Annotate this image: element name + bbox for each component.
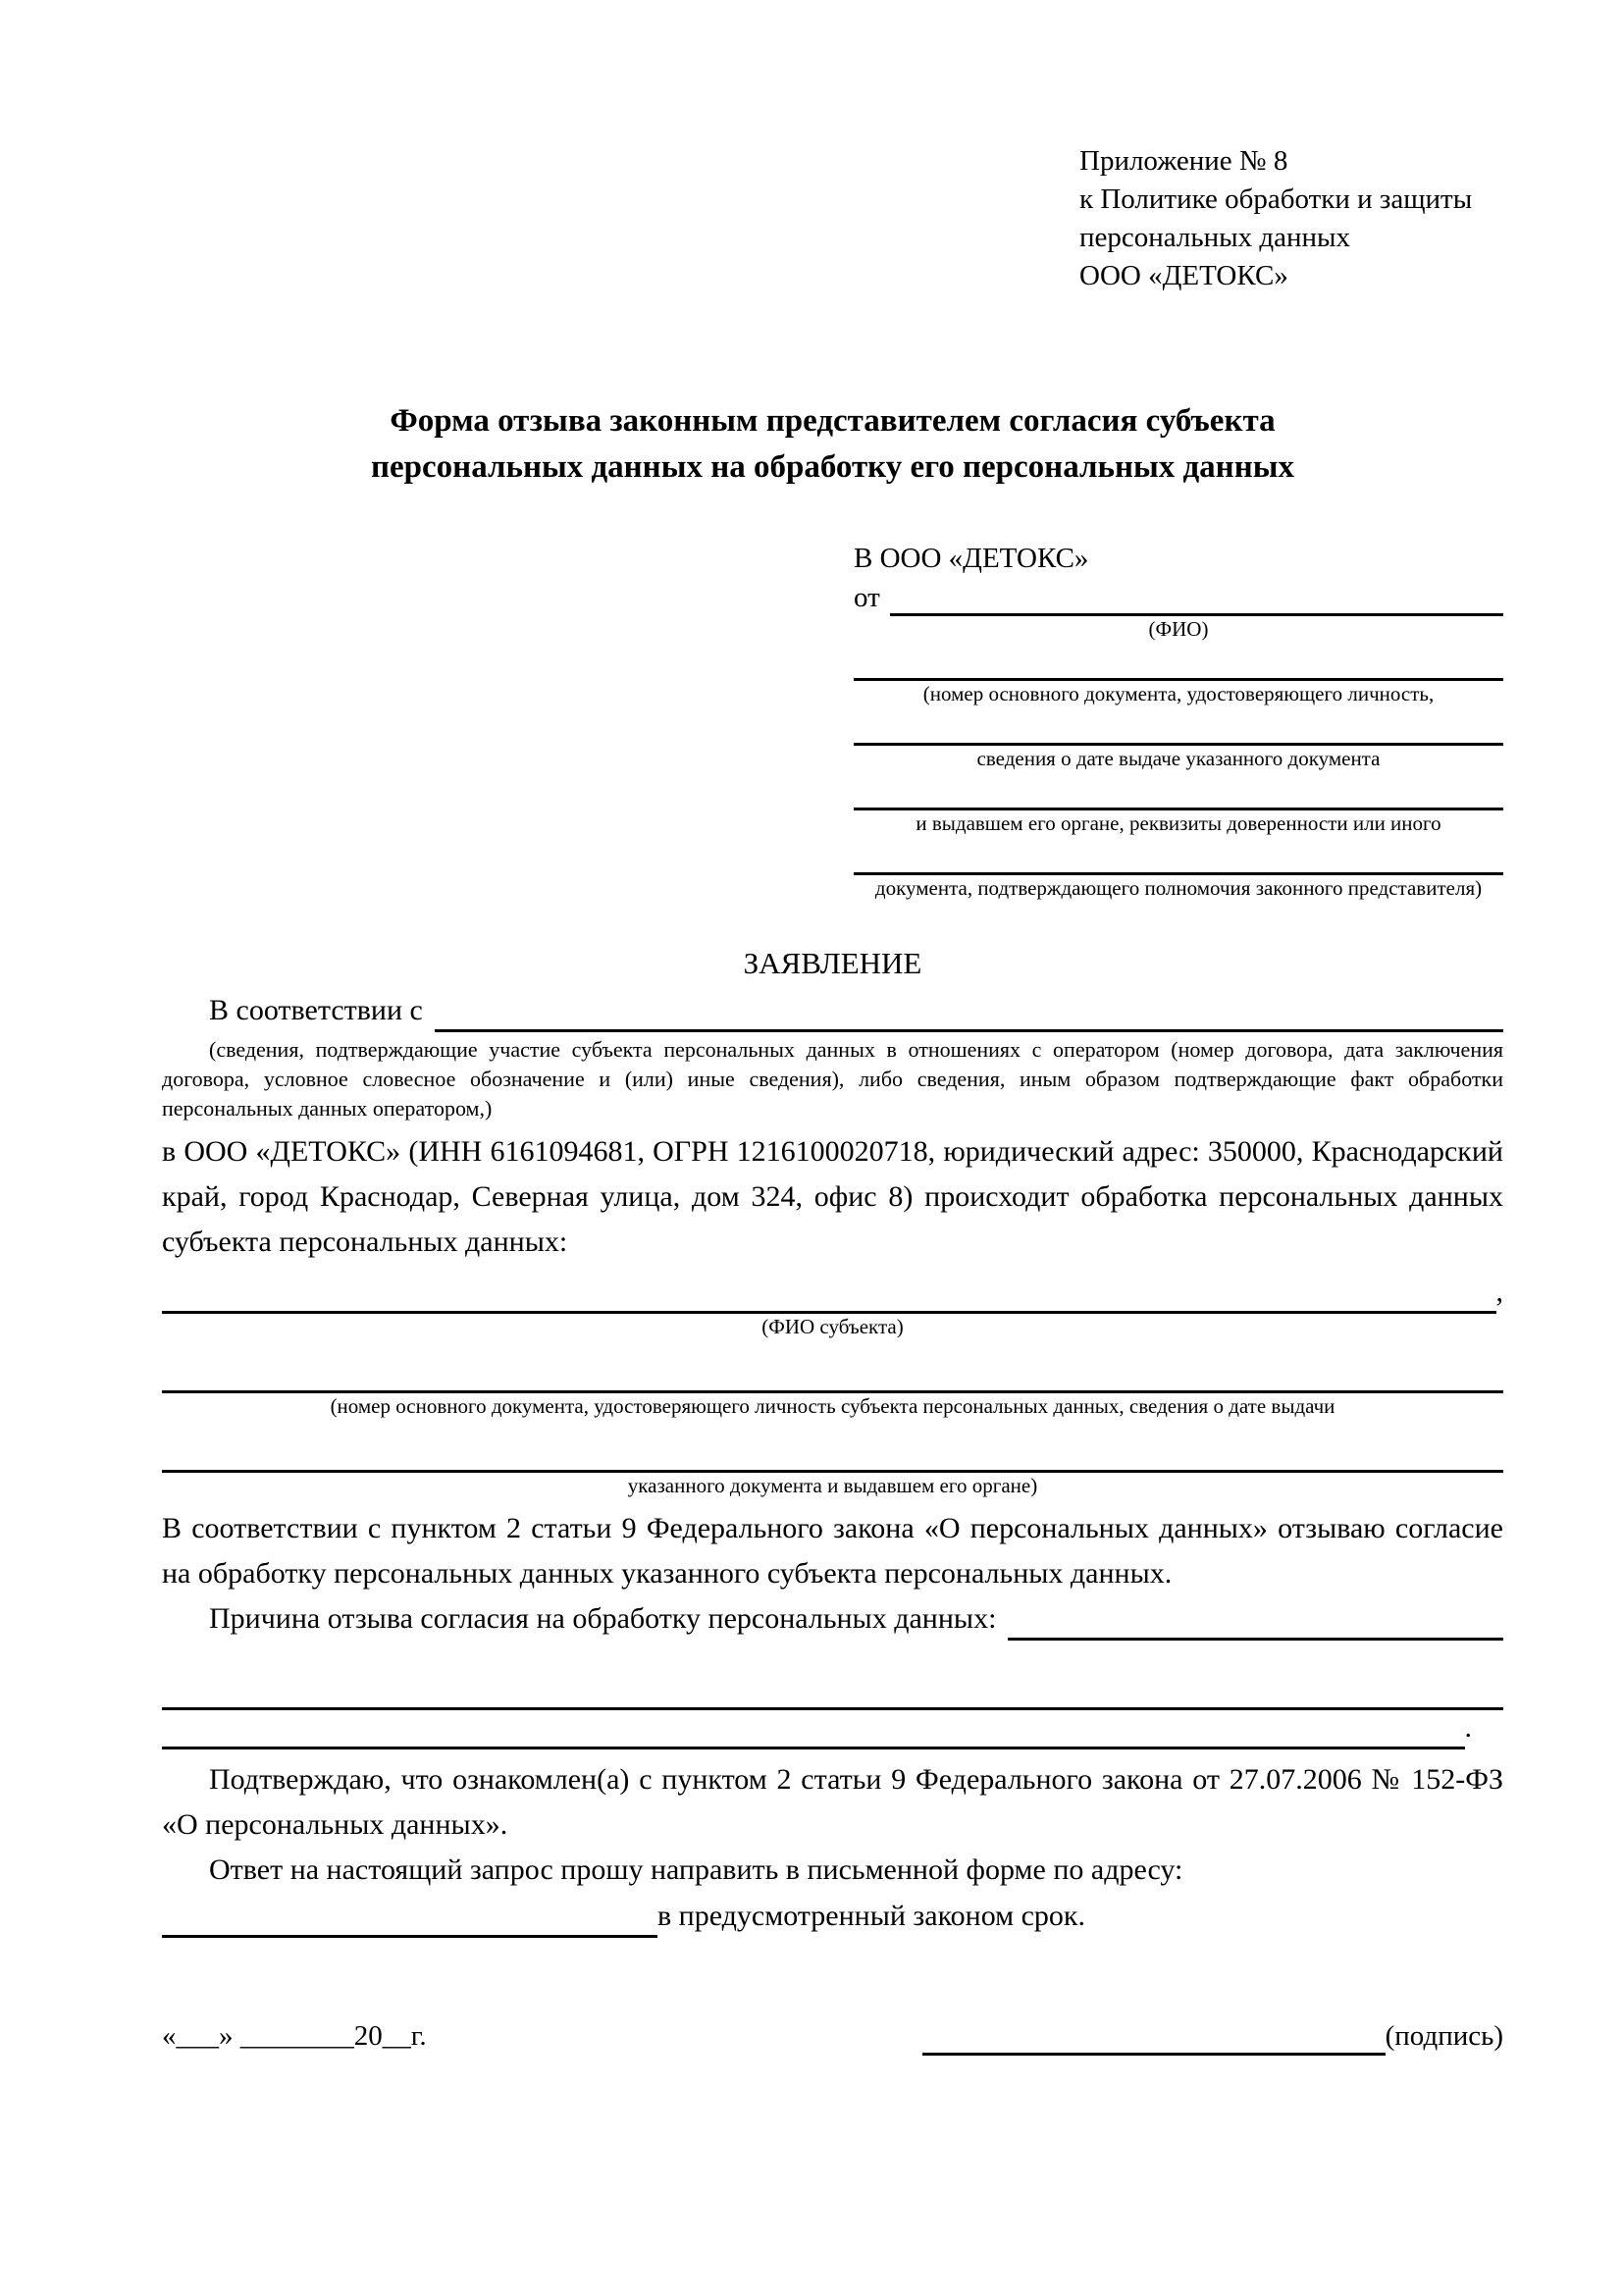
withdrawal-paragraph: В соответствии с пунктом 2 статьи 9 Федерального закона «О персональных данных» отзываю согласие на обработку персональных данных указанного субъекта персональных данных. <box>162 1512 1503 1590</box>
subject-fio-field <box>162 1273 1503 1314</box>
appendix-line: к Политике обработки и защиты <box>1079 183 1473 215</box>
subject-doc-line-1 <box>162 1353 1503 1393</box>
reason-blank-line-1 <box>1008 1638 1503 1641</box>
subject-fio-caption: (ФИО субъекта) <box>761 1315 904 1338</box>
response-paragraph: Ответ на настоящий запрос прошу направить в письменной форме по адресу: <box>209 1853 1183 1886</box>
signature-caption: (подпись) <box>1385 2020 1503 2052</box>
address-field <box>162 1893 1503 1938</box>
representative-doc-caption-3: и выдавшем его органе, реквизиты доверенности или иного <box>916 811 1441 835</box>
representative-doc-line-2 <box>854 707 1503 746</box>
from-label: от <box>854 582 880 613</box>
basis-label: В соответствии с <box>209 994 423 1026</box>
basis-field <box>162 988 1503 1032</box>
fio-caption: (ФИО) <box>1148 617 1209 641</box>
representative-doc-line-1 <box>854 643 1503 681</box>
signature-field <box>922 2016 1503 2056</box>
subject-doc-line-2 <box>162 1433 1503 1473</box>
confirmation-paragraph: Подтверждаю, что ознакомлен(а) с пунктом 2 статьи 9 Федерального закона от 27.07.2006 № 152-ФЗ «О персональных данных». <box>162 1763 1503 1841</box>
fine-print-note: (сведения, подтверждающие участие субъекта персональных данных в отношениях с оператором (номер договора, дата заключения договора, условное словесное обозначение и (или) иные сведения), либо сведения, иным образом подтверждающие факт обработки персональных данных оператором,) <box>162 1037 1503 1121</box>
representative-doc-line-4 <box>854 837 1503 875</box>
appendix-header <box>1079 142 1503 295</box>
reason-label: Причина отзыва согласия на обработку персональных данных: <box>209 1602 997 1635</box>
reason-blank-line-3-row <box>162 1710 1503 1749</box>
recipient-block <box>854 540 1503 902</box>
operator-paragraph: в ООО «ДЕТОКС» (ИНН 6161094681, ОГРН 1216100020718, юридический адрес: 350000, Краснодарский край, город Краснодар, Северная улица, дом 324, офис 8) происходит обработка персональных данных субъекта персональных данных: <box>162 1135 1503 1258</box>
subject-doc-caption-1: (номер основного документа, удостоверяющего личность субъекта персональных данных, сведения о дате выдачи <box>330 1394 1335 1418</box>
representative-doc-caption-2: сведения о дате выдаче указанного документа <box>976 747 1381 770</box>
subject-doc-caption-2: указанного документа и выдавшем его органе) <box>627 1474 1038 1497</box>
representative-doc-caption-4: документа, подтверждающего полномочия законного представителя) <box>874 876 1483 900</box>
address-blank-line <box>162 1935 657 1938</box>
basis-blank-line <box>435 1029 1503 1032</box>
statement-heading: ЗАЯВЛЕНИЕ <box>743 946 922 980</box>
response-suffix: в предусмотренный законом срок. <box>657 1900 1085 1932</box>
appendix-line: ООО «ДЕТОКС» <box>1079 260 1288 291</box>
appendix-line: персональных данных <box>1079 222 1351 253</box>
date-field: «___» ________20__г. <box>162 2020 427 2052</box>
from-field <box>854 577 1503 616</box>
reason-field <box>162 1596 1503 1641</box>
footer-row <box>162 2016 1503 2056</box>
comma-after-fio-line: , <box>1495 1276 1503 1308</box>
period-after-reason-line: . <box>1464 1711 1472 1744</box>
appendix-line: Приложение № 8 <box>1079 145 1288 177</box>
signature-blank-line <box>922 2053 1386 2056</box>
reason-blank-line-3 <box>162 1747 1465 1749</box>
form-title: Форма отзыва законным представителем согласия субъекта персональных данных на обработку его персональных данных <box>371 403 1294 485</box>
reason-blank-line-2 <box>162 1668 1503 1710</box>
representative-doc-caption-1: (номер основного документа, удостоверяющего личность, <box>922 682 1435 705</box>
representative-doc-line-3 <box>854 772 1503 810</box>
recipient-org: В ООО «ДЕТОКС» <box>854 543 1089 574</box>
